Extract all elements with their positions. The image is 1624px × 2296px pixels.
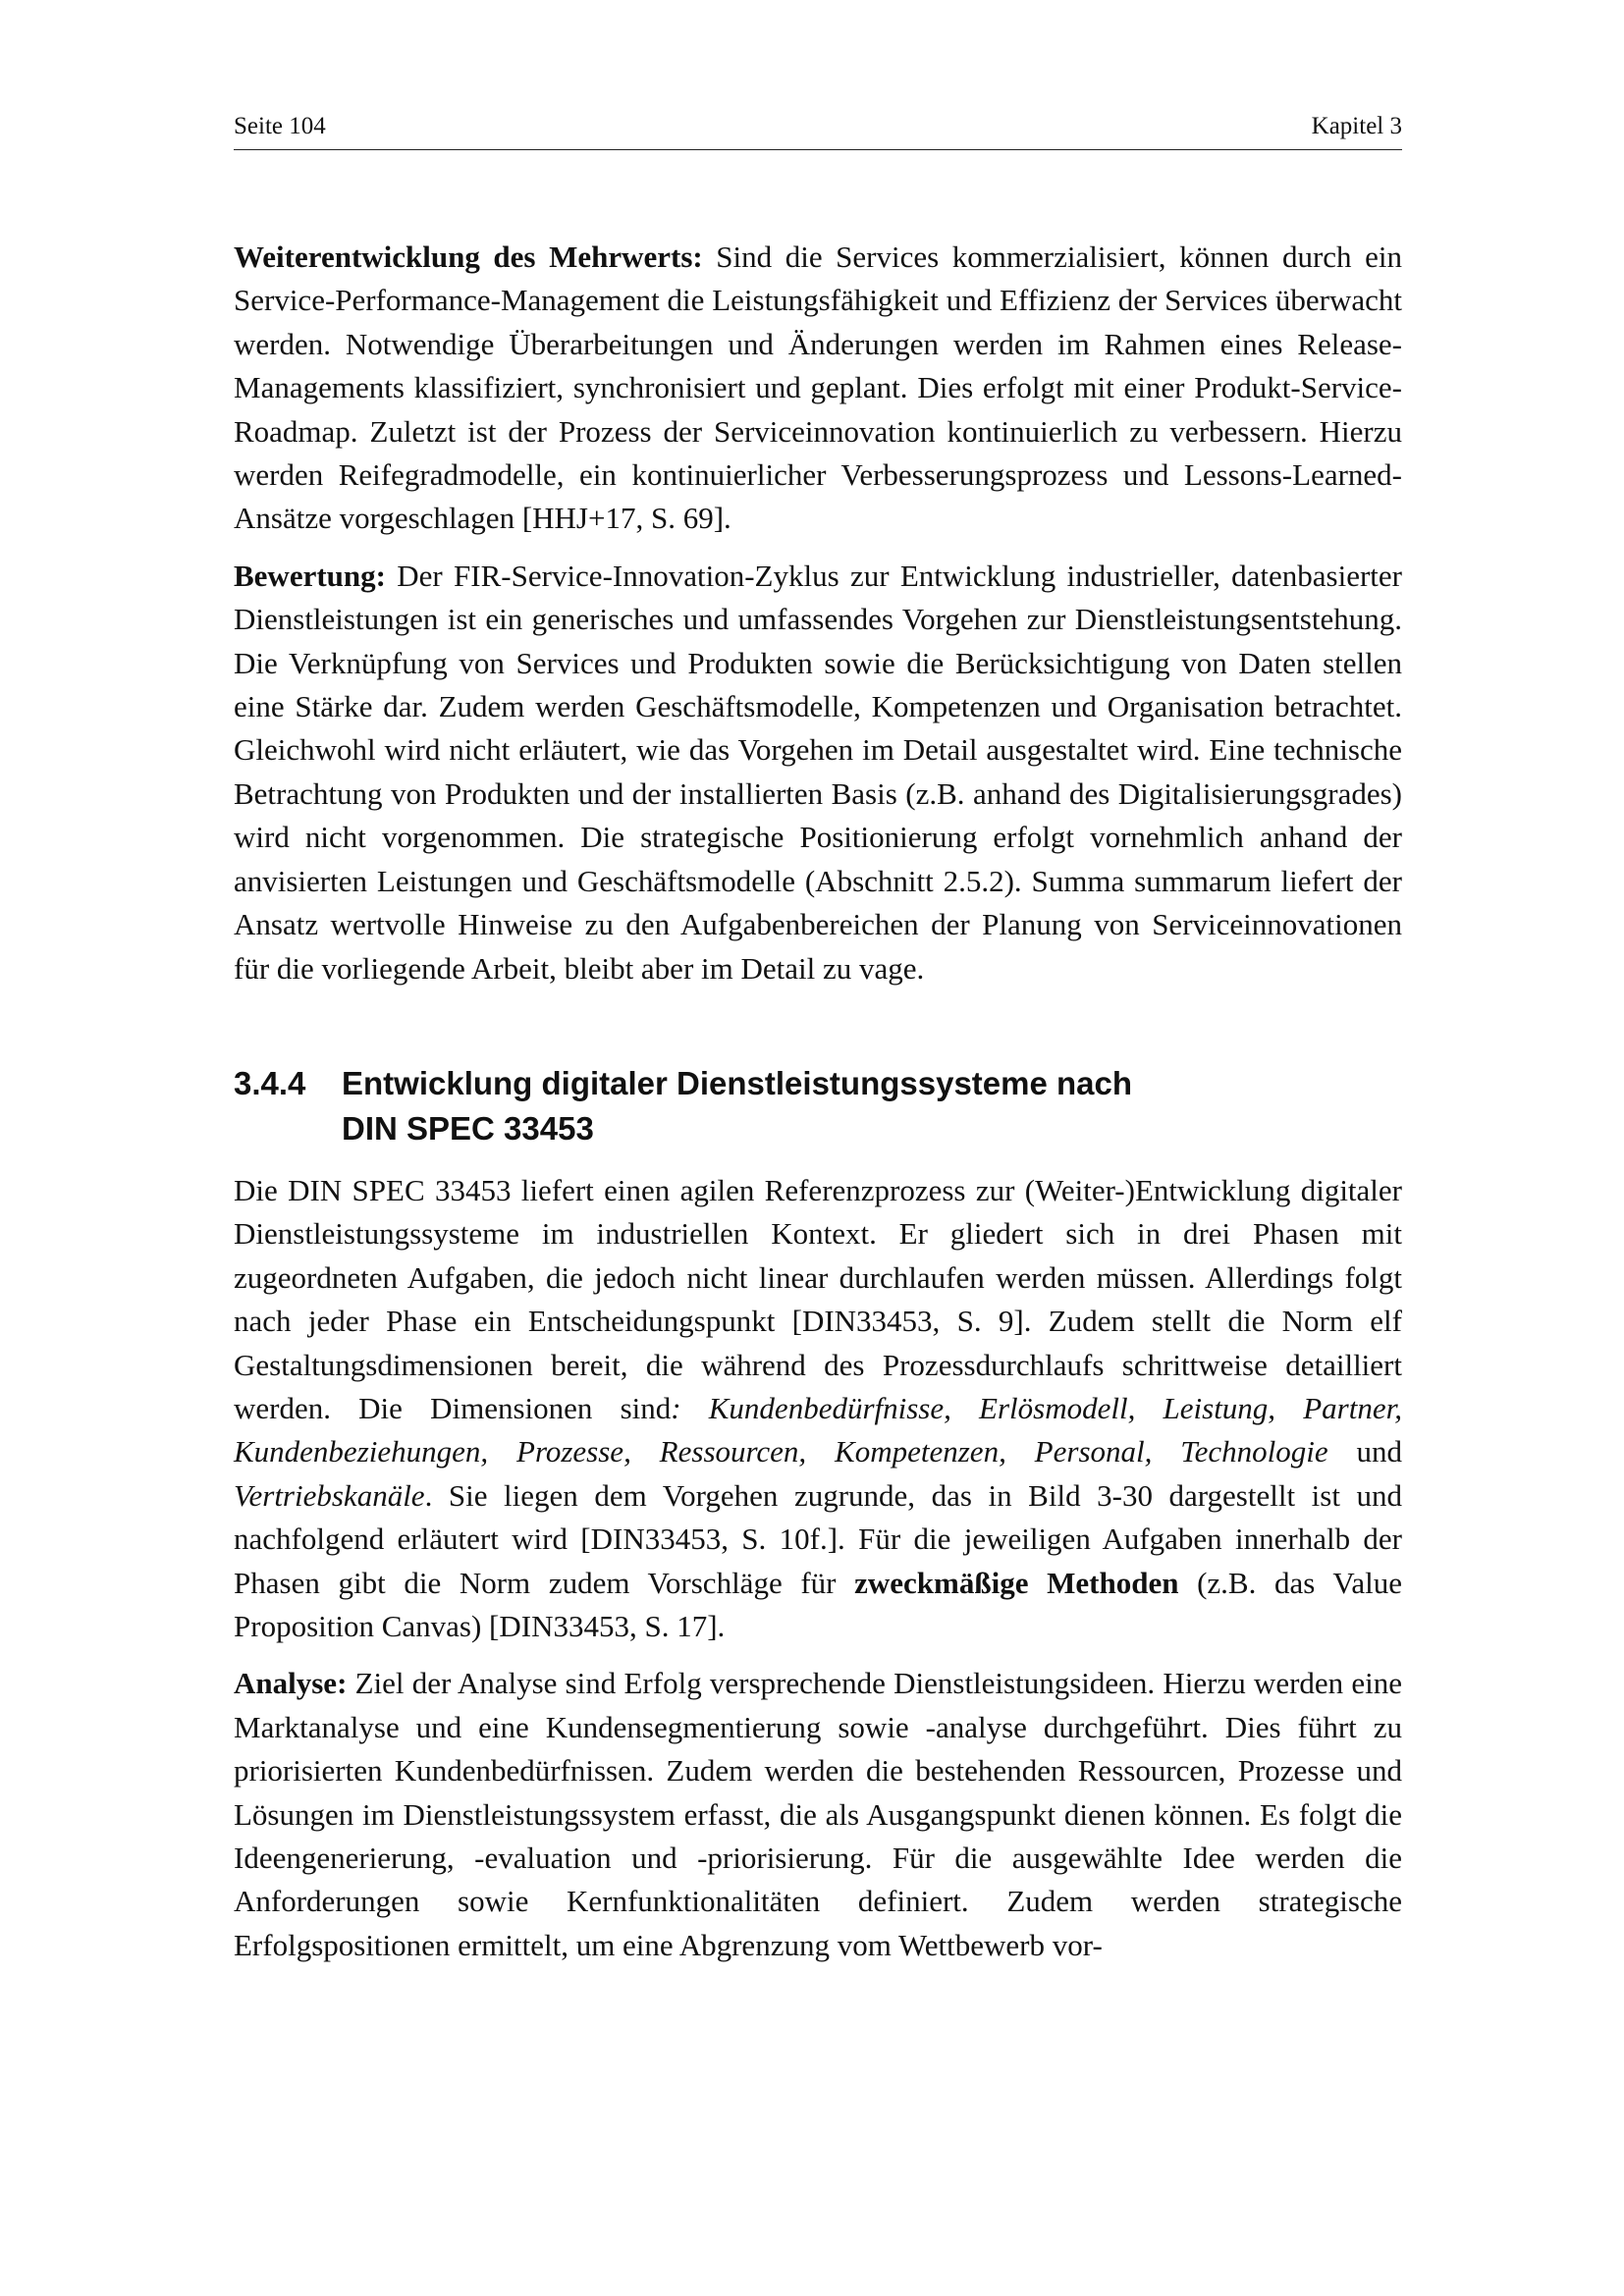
paragraph-text: Der FIR-Service-Innovation-Zyklus zur Entwicklung industrieller, datenbasierter Dienstleistungen ist ein generisches und umfassendes Vorgehen zur Dienstleistungsentstehung. Die Verknüpfung von Services und Produkten sowie die Berücksichtigung von Daten stellen eine Stärke dar. Zudem werden Geschäftsmodelle, Kompetenzen und Organisation betrachtet. Gleichwohl wird nicht erläutert, wie das Vorgehen im Detail ausgestaltet wird. Eine technische Betrachtung von Produkten und der installierten Basis (z.B. anhand des Digitalisierungsgrades) wird nicht vorgenommen. Die strategische Positionierung erfolgt vornehmlich anhand der anvisierten Leistungen und Geschäftsmodelle (Abschnitt 2.5.2). Summa summarum liefert der Ansatz wertvolle Hinweise zu den Aufgabenbereichen der Planung von Serviceinnovationen für die vorliegende Arbeit, bleibt aber im Detail zu vage. (234, 558, 1402, 986)
paragraph-bewertung (234, 555, 1402, 990)
paragraph-text: und (1327, 1434, 1403, 1469)
colon-mark: : (671, 1390, 681, 1425)
section-title-line-1: Entwicklung digitaler Dienstleistungssysteme nach (342, 1064, 1133, 1101)
paragraph-weiterentwicklung (234, 236, 1402, 541)
paragraph-text: Ziel der Analyse sind Erfolg versprechende Dienstleistungsideen. Hierzu werden eine Marktanalyse und eine Kundensegmentierung sowie -analyse durchgeführt. Dies führt zu priorisierten Kundenbedürfnissen. Zudem werden die bestehenden Ressourcen, Prozesse und Lösungen im Dienstleistungssystem erfasst, die als Ausgangspunkt dienen können. Es folgt die Ideengenerierung, -evaluation und -priorisierung. Für die ausgewählte Idee werden die Anforderungen sowie Kernfunktionalitäten definiert. Zudem werden strategische Erfolgspositionen ermittelt, um eine Abgrenzung vom Wettbewerb vor- (234, 1666, 1402, 1962)
paragraph-text: Sind die Services kommerzialisiert, können durch ein Service-Performance-Management die Leistungsfähigkeit und Effizienz der Services überwacht werden. Notwendige Überarbeitungen und Änderungen werden im Rahmen eines Release-Managements klassifiziert, synchronisiert und geplant. Dies erfolgt mit einer Produkt-Service-Roadmap. Zuletzt ist der Prozess der Serviceinnovation kontinuierlich zu verbessern. Hierzu werden Reifegradmodelle, ein kontinuierlicher Verbesserungsprozess und Lessons-Learned-Ansätze vorgeschlagen [HHJ+17, S. 69]. (234, 240, 1402, 536)
dimension-vertriebskanaele: Vertriebskanäle (234, 1477, 425, 1513)
bold-term: zweckmäßige Methoden (854, 1565, 1179, 1600)
paragraph-din-spec (234, 1169, 1402, 1648)
paragraph-analyse (234, 1662, 1402, 1967)
paragraph-lead: Weiterentwicklung des Mehrwerts: (234, 240, 703, 274)
paragraph-text: (z.B. das Value Proposition Canvas) [DIN33453, S. 17]. (234, 1565, 1402, 1643)
section-title (342, 1061, 1402, 1151)
paragraph-lead: Bewertung: (234, 558, 386, 593)
chapter-label: Kapitel 3 (1311, 113, 1402, 139)
running-header (234, 110, 1402, 150)
body-text (234, 236, 1402, 1981)
page-number: Seite 104 (234, 113, 326, 139)
paragraph-lead: Analyse: (234, 1666, 348, 1701)
section-title-line-2: DIN SPEC 33453 (342, 1109, 594, 1147)
dimensions-list: Kundenbedürfnisse, Erlösmodell, Leistung, Partner, Kundenbeziehungen, Prozesse, Ressourcen, Kompetenzen, Personal, Technologie (234, 1390, 1402, 1469)
paragraph-text: Die DIN SPEC 33453 liefert einen agilen Referenzprozess zur (Weiter-)Entwicklung digitaler Dienstleistungssysteme im industriellen Kontext. Er gliedert sich in drei Phasen mit zugeordneten Aufgaben, die jedoch nicht linear durchlaufen werden müssen. Allerdings folgt nach jeder Phase ein Entscheidungspunkt [DIN33453, S. 9]. Zudem stellt die Norm elf Gestaltungsdimensionen bereit, die während des Prozessdurchlaufs schrittweise detailliert werden. Die Dimensionen sind (234, 1172, 1402, 1425)
section-heading (234, 1061, 1402, 1151)
section-number: 3.4.4 (234, 1064, 306, 1101)
paragraph-text: . Sie liegen dem Vorgehen zugrunde, das in Bild 3-30 dargestellt ist und nachfolgend erläutert wird [DIN33453, S. 10f.]. Für die jeweiligen Aufgaben innerhalb der Phasen gibt die Norm zudem Vorschläge für (234, 1477, 1402, 1600)
